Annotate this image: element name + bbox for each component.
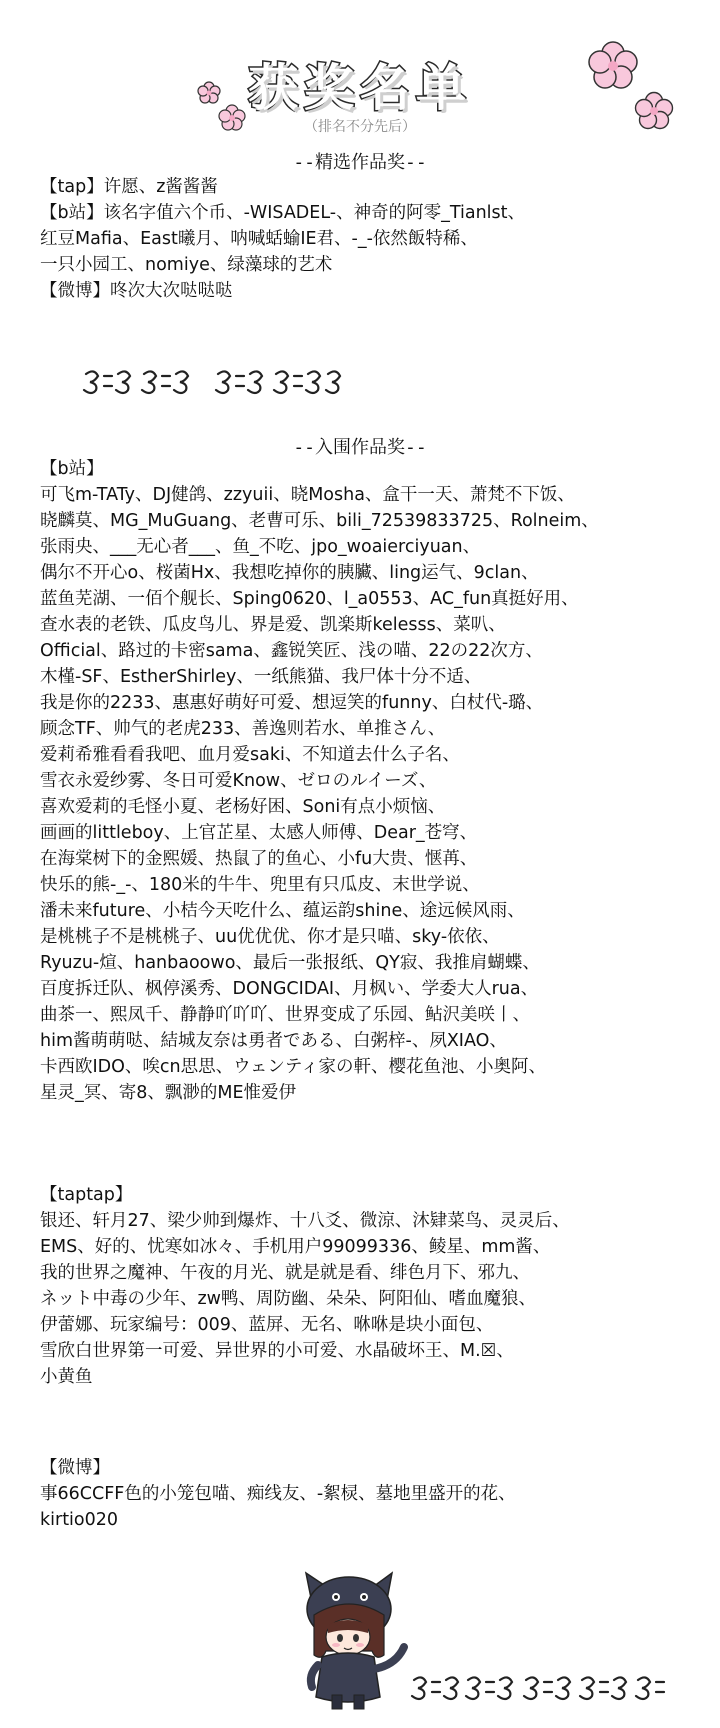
list-line: 红豆Mafia、East曦月、呐喊蛞蝓IE君、-_-依然飯特稀、 bbox=[40, 229, 478, 249]
list-line: 是桃桃子不是桃桃子、uu优优优、你才是只喵、sky-依依、 bbox=[40, 927, 500, 947]
list-line: 可飞m-TATy、DJ健鸽、zzyuii、晓Mosha、盒干一天、萧梵不下饭、 bbox=[40, 485, 575, 505]
list-line: 卡西欧IDO、唉cn思思、ウェンティ家の軒、樱花鱼池、小奥阿、 bbox=[40, 1057, 547, 1077]
list-line: 小黄鱼 bbox=[40, 1367, 93, 1387]
list-line: 快乐的熊-_-、180米的牛牛、兜里有只瓜皮、末世学说、 bbox=[40, 875, 480, 895]
list-line: 晓麟莫、MG_MuGuang、老曹可乐、bili_72539833725、Rolneim、 bbox=[40, 511, 599, 531]
page-subtitle: （排名不分先后） bbox=[304, 119, 416, 135]
list-line: 【b站】该名字值六个币、-WISADEL-、神奇的阿零_Tianlst、 bbox=[40, 203, 525, 223]
list-line: 【tap】许愿、z酱酱酱 bbox=[40, 177, 218, 197]
list-line: 百度拆迁队、枫停溪秀、DONGCIDAI、月枫い、学委大人rua、 bbox=[40, 979, 539, 999]
swirl-doodle-icon bbox=[82, 362, 362, 402]
selected-award-list bbox=[40, 174, 712, 304]
list-line: 木槿-SF、EstherShirley、一纸熊猫、我尸体十分不适、 bbox=[40, 667, 482, 687]
list-line: EMS、好的、忧寒如冰々、手机用户99099336、鲮星、mm酱、 bbox=[40, 1237, 551, 1257]
list-line: him酱萌萌哒、結城友奈は勇者である、白粥梓-、夙XIAO、 bbox=[40, 1031, 507, 1051]
list-line: 潘未来future、小桔今天吃什么、蕴运韵shine、途远候风雨、 bbox=[40, 901, 525, 921]
list-line: kirtio020 bbox=[40, 1510, 119, 1530]
flower-icon bbox=[217, 103, 247, 133]
chibi-character-icon bbox=[284, 1565, 414, 1715]
list-line: 事66CCFF色的小笼包喵、痴线友、-絮棂、墓地里盛开的花、 bbox=[40, 1484, 516, 1504]
flower-icon bbox=[632, 89, 676, 133]
list-line: 在海棠树下的金熙媛、热鼠了的鱼心、小fu大贵、惬苒、 bbox=[40, 849, 478, 869]
list-line: 【微博】 bbox=[40, 1458, 110, 1478]
list-line: 张雨央、___无心者___、鱼_不吃、jpo_woaierciyuan、 bbox=[40, 537, 481, 557]
list-line: 雪衣永爱纱雾、冬日可爱Know、ゼロのルイーズ、 bbox=[40, 771, 437, 791]
list-line: Official、路过的卡密sama、鑫锐笑匠、浅の喵、22の22次方、 bbox=[40, 641, 543, 661]
list-line: ネット中毒の少年、zw鸭、周防幽、朵朵、阿阳仙、嗜血魔狼、 bbox=[40, 1289, 536, 1309]
list-line: 【taptap】 bbox=[40, 1185, 133, 1205]
list-line: 我是你的2233、惠惠好萌好可爱、想逗笑的funny、白杖代-璐、 bbox=[40, 693, 544, 713]
list-line: 喜欢爱莉的毛怪小夏、老杨好困、Soni有点小烦恼、 bbox=[40, 797, 446, 817]
list-line: 画画的littleboy、上官芷星、太感人师傅、Dear_苍穹、 bbox=[40, 823, 478, 843]
list-line: 偶尔不开心o、桜菌Hx、我想吃掉你的胰臟、ling运气、9clan、 bbox=[40, 563, 539, 583]
list-line: 【微博】咚次大次哒哒哒 bbox=[40, 281, 233, 301]
list-line: 一只小园工、nomiye、绿藻球的艺术 bbox=[40, 255, 333, 275]
section-heading-shortlist: --入围作品奖-- bbox=[293, 437, 427, 458]
shortlist-taptap-list bbox=[40, 1182, 712, 1390]
list-line: 【b站】 bbox=[40, 459, 104, 479]
shortlist-weibo-list bbox=[40, 1455, 712, 1533]
list-line: 曲茶一、熙凤千、静静吖吖吖、世界变成了乐园、鲇沢美咲丨、 bbox=[40, 1005, 530, 1025]
list-line: 伊蕾娜、玩家编号：009、蓝屏、无名、咻咻是块小面包、 bbox=[40, 1315, 494, 1335]
swirl-doodle-icon bbox=[410, 1668, 680, 1708]
list-line: 雪欣白世界第一可爱、异世界的小可爱、水晶破坏王、M.☒、 bbox=[40, 1341, 514, 1361]
list-line: 顾念TF、帅气的老虎233、善逸则若水、单推さん、 bbox=[40, 719, 446, 739]
list-line: 蓝鱼芜湖、一佰个舰长、Sping0620、l_a0553、AC_fun真挺好用、 bbox=[40, 589, 579, 609]
list-line: 查水表的老铁、瓜皮鸟儿、界是爱、凯楽斯kelesss、菜叭、 bbox=[40, 615, 506, 635]
list-line: 爱莉希雅看看我吧、血月爱saki、不知道去什么子名、 bbox=[40, 745, 460, 765]
page-title: 获奖名单 bbox=[248, 59, 472, 117]
flower-icon bbox=[585, 38, 641, 94]
list-line: 银还、轩月27、梁少帅到爆炸、十八爻、微涼、沐肄菜鸟、灵灵后、 bbox=[40, 1211, 570, 1231]
list-line: 星灵_冥、寄8、飘渺的ME惟爱伊 bbox=[40, 1083, 297, 1103]
section-heading-selected: --精选作品奖-- bbox=[293, 152, 427, 173]
list-line: 我的世界之魔神、午夜的月光、就是就是看、绯色月下、邪九、 bbox=[40, 1263, 530, 1283]
list-line: Ryuzu-煊、hanbaoowo、最后一张报纸、QY寂、我推肩蝴蝶、 bbox=[40, 953, 540, 973]
shortlist-bilibili-list bbox=[40, 456, 712, 1106]
